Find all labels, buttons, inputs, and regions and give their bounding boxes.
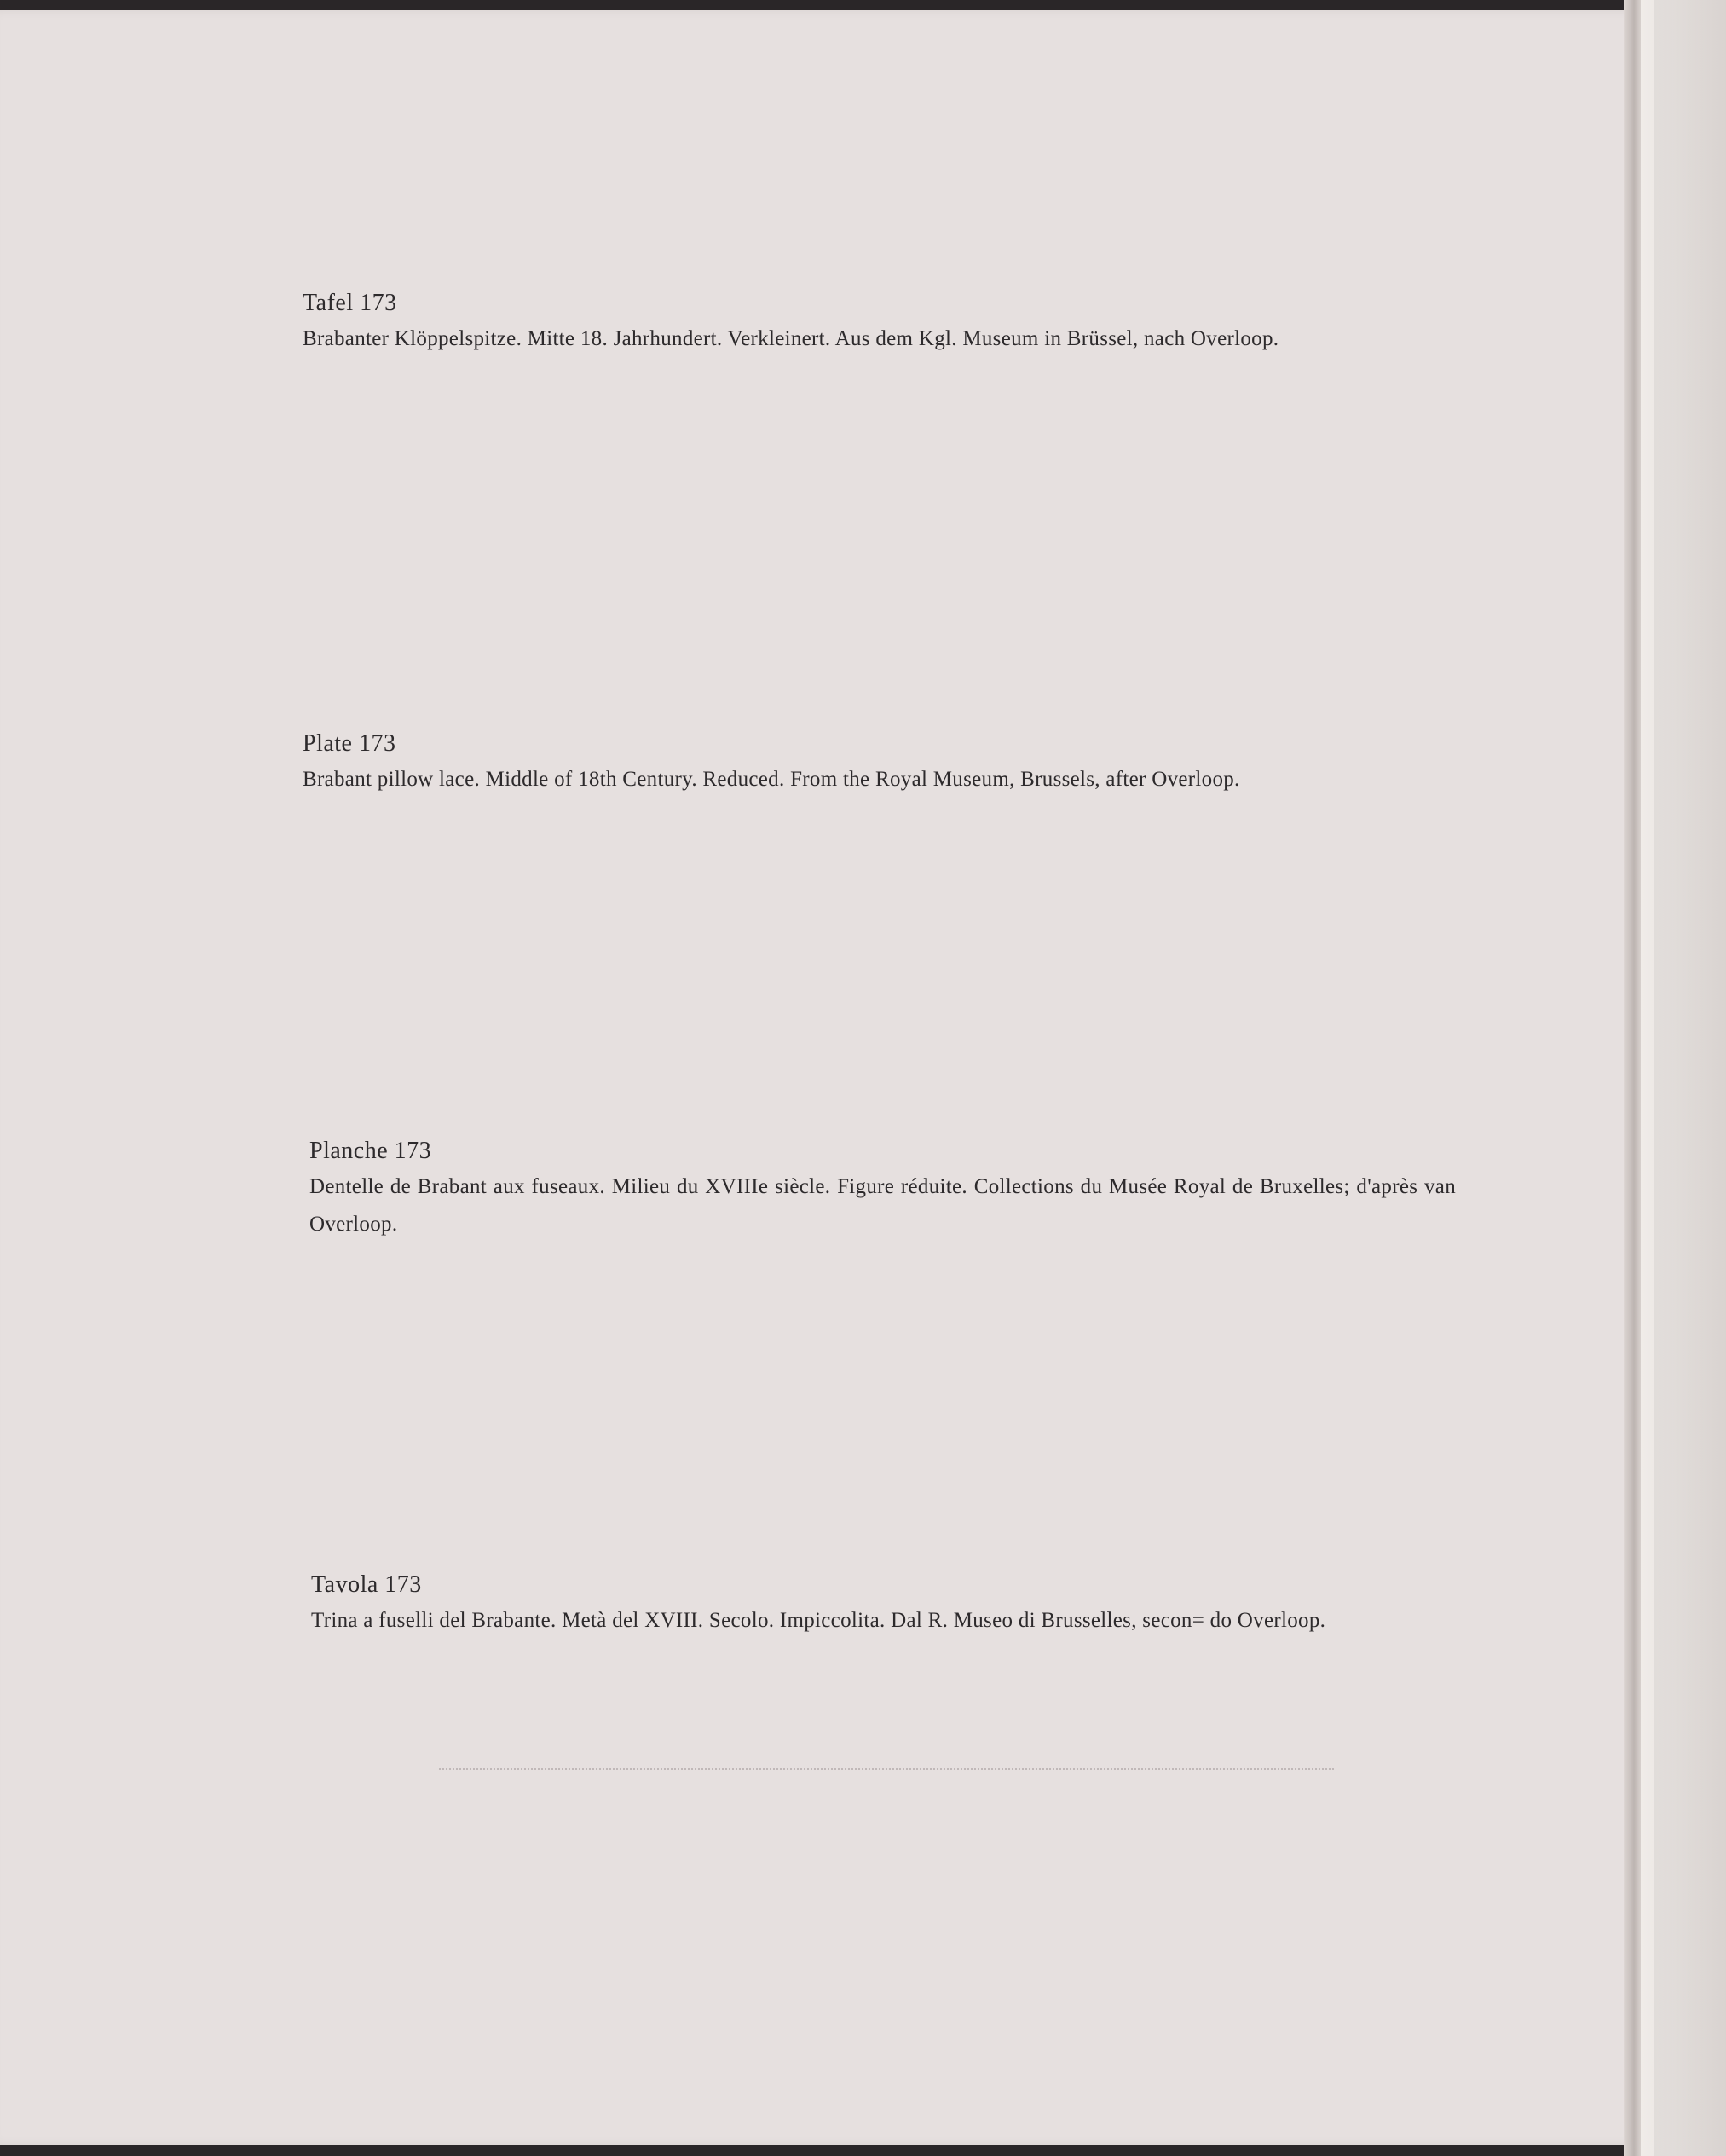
caption-italian (311, 1570, 1458, 1640)
caption-title: Tafel 173 (303, 290, 397, 316)
caption-english (303, 729, 1449, 798)
caption-title: Planche 173 (309, 1138, 432, 1164)
caption-body: Trina a fuselli del Brabante. Metà del XVIII. Secolo. Impiccolita. Dal R. Museo di Brusselles, secon= do Overloop. (311, 1609, 1326, 1632)
faint-rule (439, 1768, 1334, 1770)
caption-body: Dentelle de Brabant aux fuseaux. Milieu du XVIIIe siècle. Figure réduite. Collections du Musée Royal de Bruxelles; d'après van Overloop. (309, 1175, 1456, 1236)
caption-title: Plate 173 (303, 730, 396, 757)
adjacent-page-shadow (1654, 0, 1726, 2156)
caption-title: Tavola 173 (311, 1571, 422, 1598)
caption-body: Brabant pillow lace. Middle of 18th Century. Reduced. From the Royal Museum, Brussels, after Overloop. (303, 768, 1240, 791)
caption-german (303, 288, 1449, 358)
page-edge (1624, 0, 1641, 2156)
caption-french (309, 1136, 1456, 1243)
caption-body: Brabanter Klöppelspitze. Mitte 18. Jahrhundert. Verkleinert. Aus dem Kgl. Museum in Brüssel, nach Overloop. (303, 327, 1279, 350)
